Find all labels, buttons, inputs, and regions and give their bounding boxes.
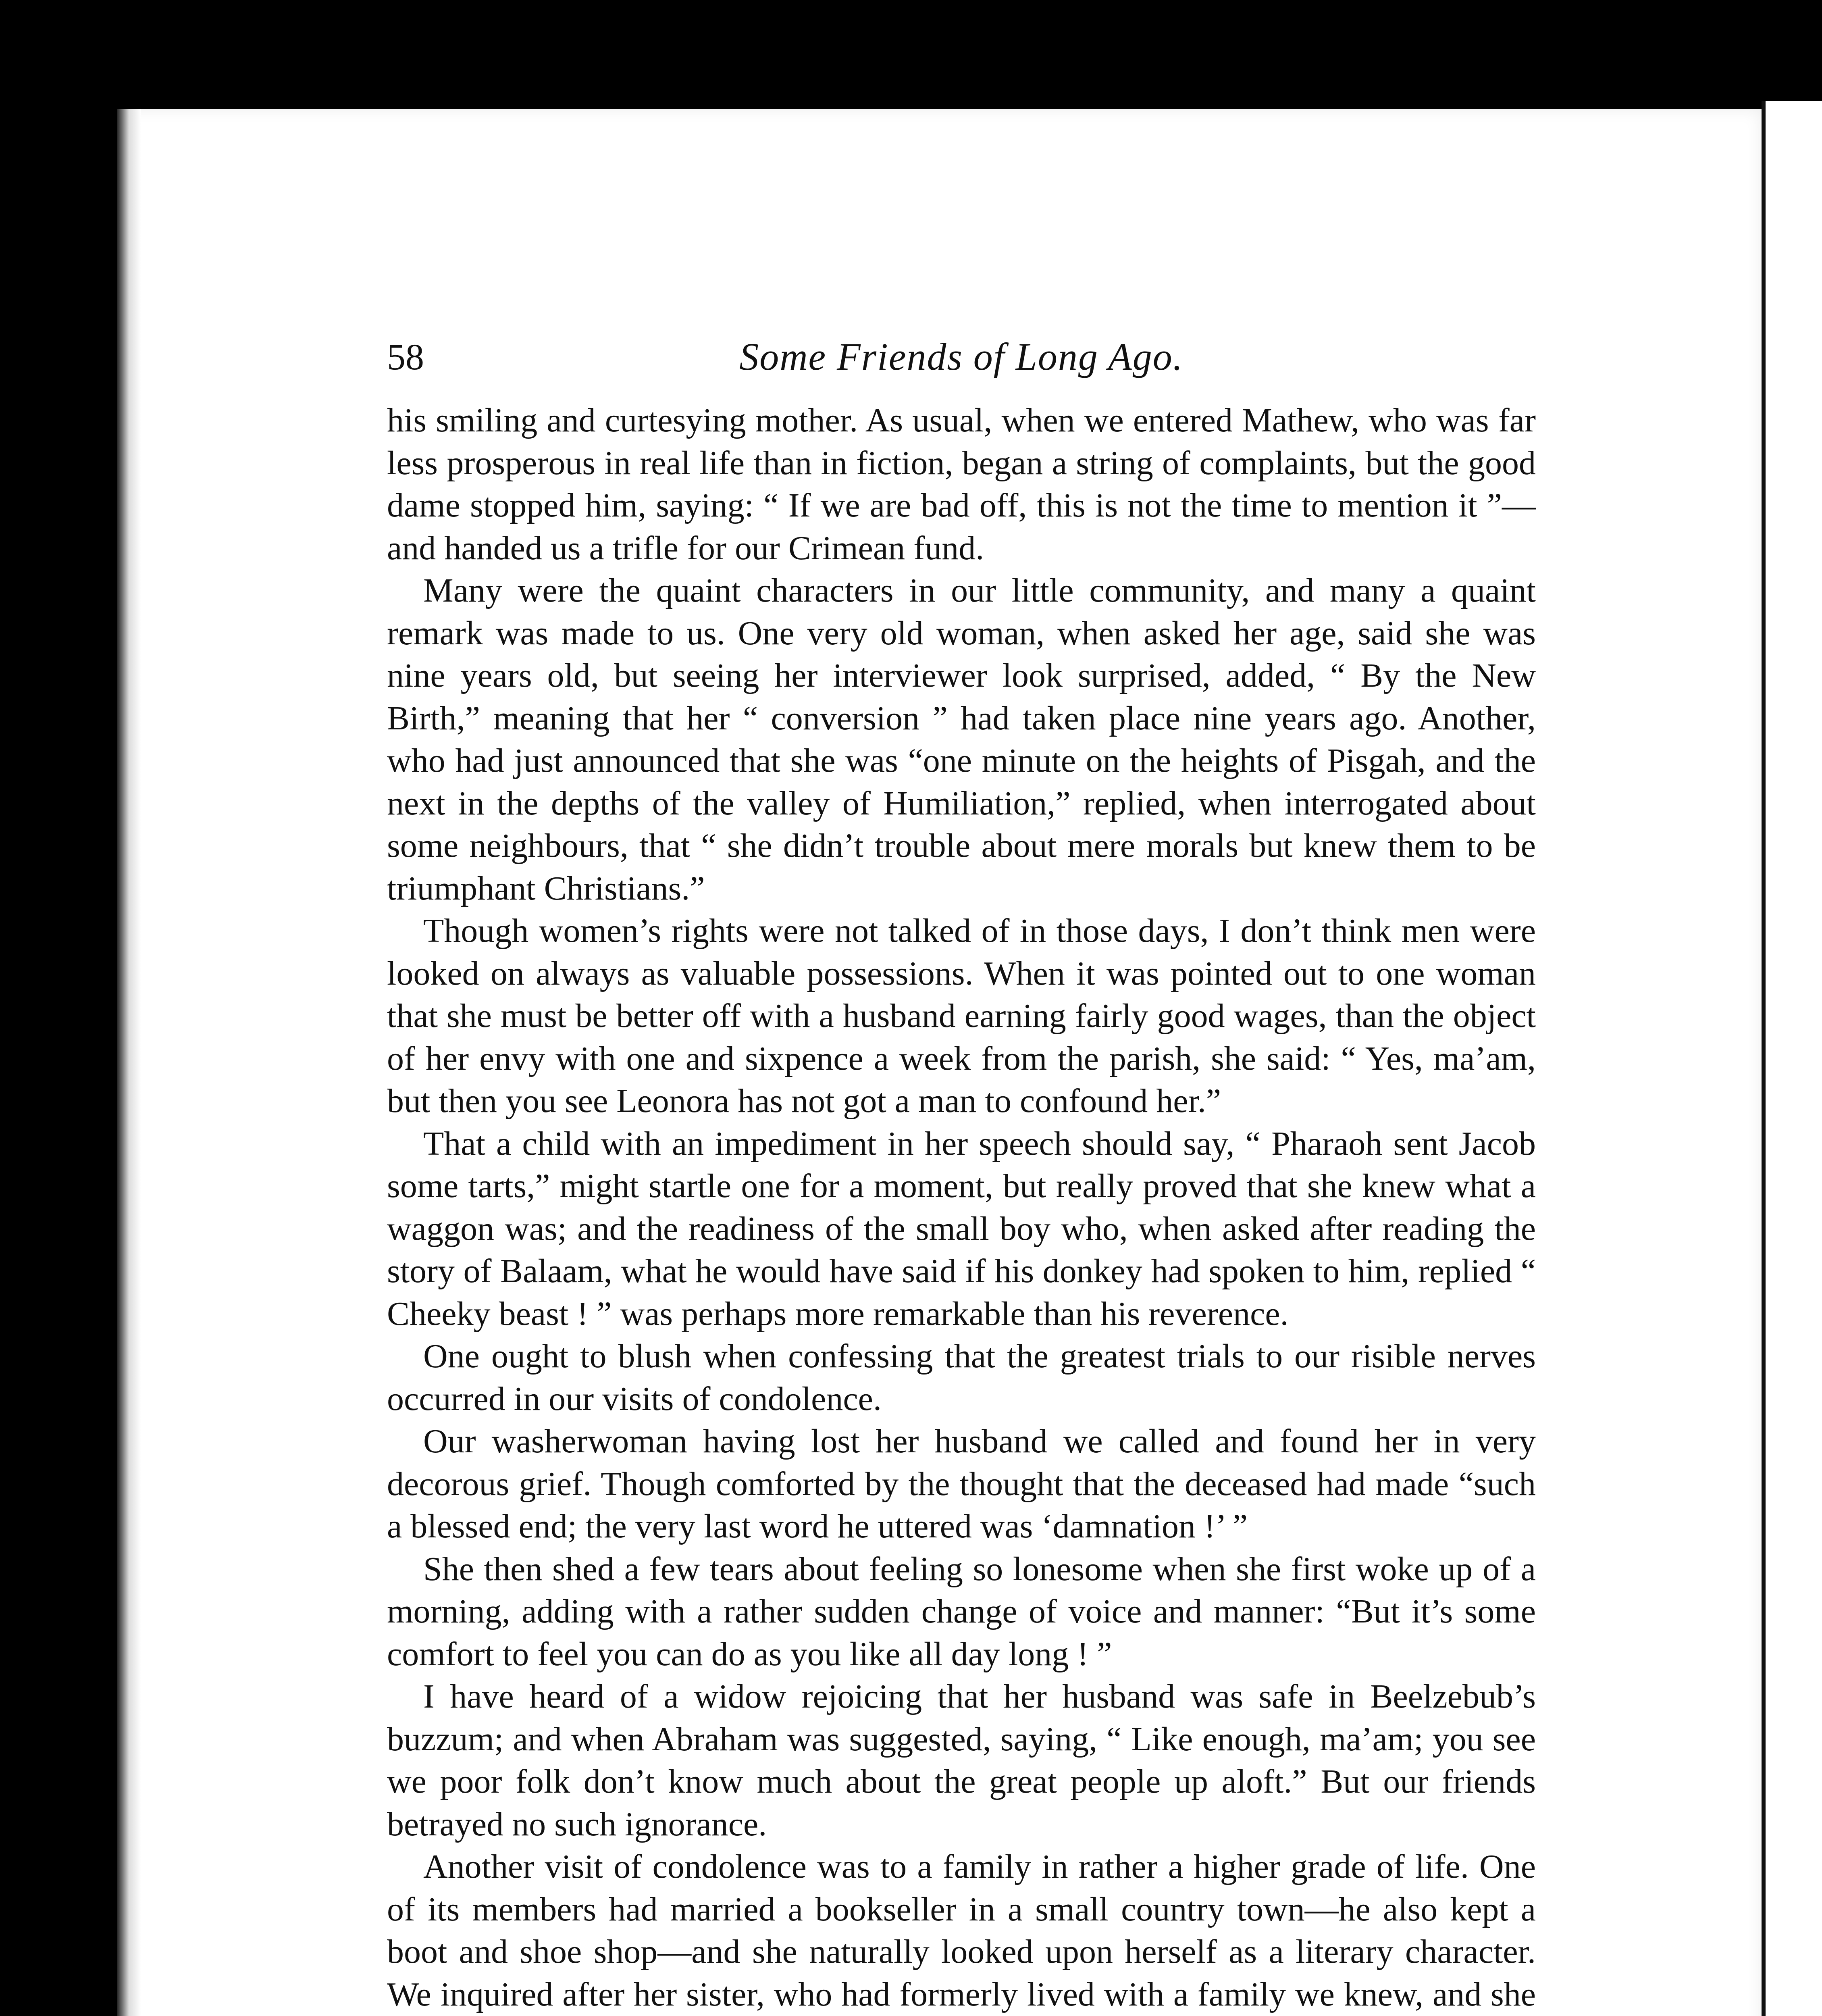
paragraph-8: I have heard of a widow rejoicing that her husband was safe in Beelzebub’s buzzum; and when Abraham was suggested, saying, “ Like enough, ma’am; you see we poor folk don’t know much about the great people up aloft.” But our friends betrayed no such ignorance.: [387, 1678, 1536, 1843]
paragraph-1: his smiling and curtesying mother. As usual, when we entered Mathew, who was far less prosperous in real life than in fiction, began a string of complaints, but the good dame stopped him, saying: “ If we are bad off, this is not the time to mention it ”—and handed us a trifle for our Crimean fund.: [387, 402, 1536, 567]
paragraph-4: That a child with an impediment in her speech should say, “ Pharaoh sent Jacob some tarts,” might startle one for a moment, but really proved that she knew what a waggon was; and the readiness of the small boy who, when asked after reading the story of Balaam, what he would have said if his donkey had spoken to him, replied “ Cheeky beast ! ” was perhaps more remarkable than his reverence.: [387, 1125, 1536, 1333]
paragraph-6: Our washerwoman having lost her husband we called and found her in very decorous grief. Though comforted by the thought that the deceased had made “such a blessed end; the very last word he uttered was ‘damnation !’ ”: [387, 1422, 1536, 1545]
paragraph-9: Another visit of condolence was to a family in rather a higher grade of life. One of its members had married a bookseller in a small country town—he also kept a boot and shoe shop—and she naturally looked upon herself as a literary character. We inquired after her sister, who had formerly lived with a family we knew, and she: [387, 1848, 1536, 2013]
running-head: [387, 335, 1536, 387]
paragraph-2: Many were the quaint characters in our little community, and many a quaint remark was made to us. One very old woman, when asked her age, said she was nine years old, but seeing her interviewer look surprised, added, “ By the New Birth,” meaning that her “ conversion ” had taken place nine years ago. Another, who had just announced that she was “one minute on the heights of Pisgah, and the next in the depths of the valley of Humiliation,” replied, when interrogated about some neighbours, that “ she didn’t trouble about mere morals but knew them to be triumphant Christians.”: [387, 572, 1536, 907]
paragraph-3: Though women’s rights were not talked of in those days, I don’t think men were looked on always as valuable possessions. When it was pointed out to one woman that she must be better off with a husband earning fairly good wages, than the object of her envy with one and sixpence a week from the parish, she said: “ Yes, ma’am, but then you see Leonora has not got a man to confound her.”: [387, 912, 1536, 1120]
paragraph-5: One ought to blush when confessing that the greatest trials to our risible nerves occurred in our visits of condolence.: [387, 1337, 1536, 1418]
facing-page-edge: [1762, 101, 1822, 2016]
page-binding-edge: [117, 109, 141, 2016]
page-number: 58: [387, 336, 424, 377]
running-title: Some Friends of Long Ago.: [739, 335, 1183, 378]
paragraph-7: She then shed a few tears about feeling so lonesome when she first woke up of a morning, adding with a rather sudden change of voice and manner: “But it’s some comfort to feel you can do as you like all day long ! ”: [387, 1550, 1536, 1673]
page-text-block: [387, 335, 1536, 2016]
